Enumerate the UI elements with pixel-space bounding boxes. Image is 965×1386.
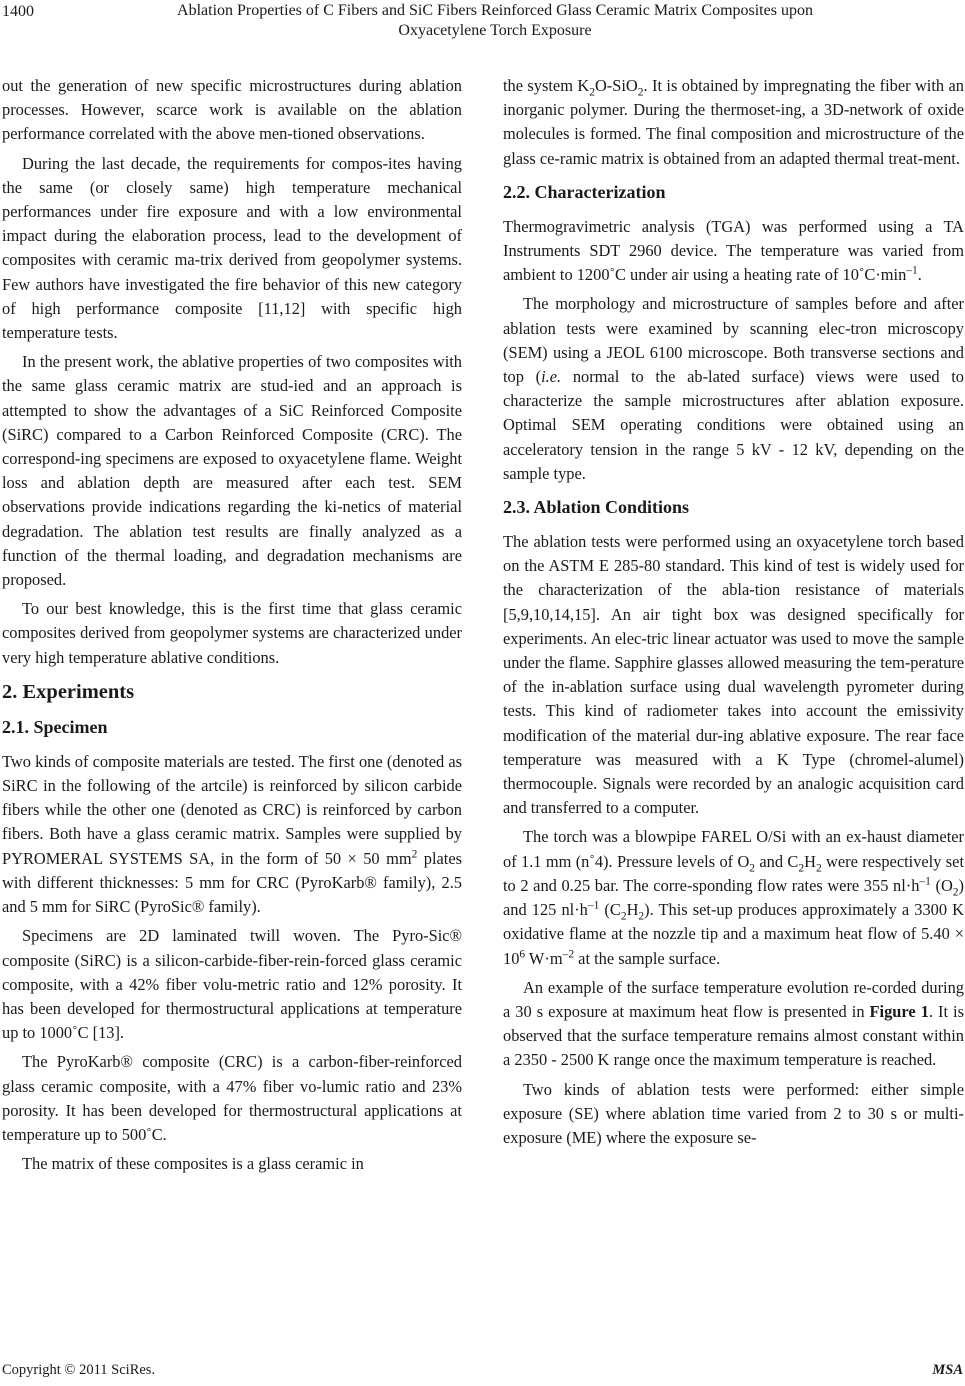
paragraph: To our best knowledge, this is the first time that glass ceramic composites derived from geopolymer systems are characterized under very high temperature ablative conditions.: [2, 599, 462, 667]
paragraph: In the present work, the ablative properties of two composites with the same glass ceramic matrix are stud-ied and an approach is attempted to show the advantages of a SiC Reinforced Composite (SiRC) compared to a Carbon Reinforced Composite (CRC). The correspond-ing specimens are exposed to oxyacetylene flame. Weight loss and ablation depth are measured after each test. SEM observations provide indications regarding the ki-netics of material degradation. The ablation test results are finally analyzed as a function of the thermal loading, and degradation mechanisms are proposed.: [2, 352, 462, 590]
page-footer: [0, 1358, 965, 1382]
paragraph: The torch was a blowpipe FAREL O/Si with an ex-haust diameter of 1.1 mm (n˚4). Pressure levels of $O_2$ and $C_2H_2$ were respectively set to 2 and 0.25 bar. The corre-sponding flow rates were 355 $nl\cdot h^{-1}$ $(O_2)$ and 125 $nl\cdot h^{-1}$ $(C_2H_2)$. This set-up produces approximately a 3300 K oxidative flame at the nozzle tip and a maximum heat flow of $5.40 \times 10^6$ $W\cdot m^{-2}$ at the sample surface.: [503, 827, 965, 968]
paragraph: The ablation tests were performed using an oxyacetylene torch based on the ASTM E 285-80 standard. This kind of test is widely used for the characterization of the abla-tion resistance of materials [5,9,10,14,15]. An air tight box was designed specifically for experiments. An elec-tric linear actuator was used to move the sample under the flame. Sapphire glasses allowed measuring the tem-perature of the in-ablation surface using dual wavelength pyrometer during tests. This kind of radiometer takes into account the emissivity modification of the material dur-ing ablative exposure. The rear face temperature was measured with a K Type (chromel-alumel) thermocouple. Signals were recorded by an analogic acquisition card and transferred to a computer.: [503, 532, 964, 818]
section-heading-experiments: 2. Experiments: [2, 680, 135, 703]
subsection-heading-characterization: 2.2. Characterization: [503, 181, 666, 202]
journal-abbreviation: MSA: [932, 1362, 963, 1378]
subsection-heading-ablation-conditions: 2.3. Ablation Conditions: [503, 497, 690, 518]
paragraph: The matrix of these composites is a glass ceramic in: [22, 1154, 364, 1174]
paragraph: Two kinds of ablation tests were performed: either simple exposure (SE) where ablation time varied from 2 to 30 s or multi-exposure (ME) where the exposure se-: [503, 1079, 964, 1147]
copyright-notice: Copyright © 2011 SciRes.: [2, 1362, 156, 1378]
subsection-heading-specimen: 2.1. Specimen: [2, 716, 108, 737]
right-column: [503, 74, 964, 1150]
figure-reference-link[interactable]: Figure 1: [869, 1001, 929, 1021]
paragraph: During the last decade, the requirements for compos-ites having the same (or closely same) high temperature mechanical performances under fire exposure and with a low environmental impact during the elaboration process, lead to the development of composites with ceramic ma-trix derived from geopolymer systems. Few authors have investigated the fire behavior of this new category of high performance composite [11,12] with specific high temperature tests.: [2, 153, 462, 343]
paragraph: Specimens are 2D laminated twill woven. The Pyro-Sic® composite (SiRC) is a silicon-carbide-fiber-rein-forced glass ceramic composite, with a 42% fiber volu-metric ratio and 12% porosity. It has been developed for thermostructural applications at temperature up to 1000˚C [13].: [2, 926, 462, 1043]
paragraph: The PyroKarb® composite (CRC) is a carbon-fiber-reinforced glass ceramic composite, with a 47% fiber vo-lumic ratio and 23% porosity. It has been developed for thermostructural applications at temperature up to 500˚C.: [2, 1052, 462, 1144]
paragraph: Two kinds of composite materials are tested. The first one (denoted as SiRC in the following of the artcile) is reinforced by silicon carbide fibers while the other one (denoted as CRC) is reinforced by carbon fibers. Both have a glass ceramic matrix. Samples were supplied by PYROMERAL SYSTEMS SA, in the form of 50 × 50 $mm^2$ plates with different thicknesses: 5 mm for CRC (PyroKarb® family), 2.5 and 5 mm for SiRC (PyroSic® family).: [2, 751, 462, 917]
paragraph: out the generation of new specific microstructures during ablation processes. However, scarce work is available on the ablation performance correlated with the above men-tioned observations.: [2, 76, 462, 144]
left-column: [2, 74, 462, 1176]
page-header: [0, 0, 965, 52]
paragraph: Thermogravimetric analysis (TGA) was performed using a TA Instruments SDT 2960 device. The temperature was varied from ambient to 1200˚C under air using a heating rate of $10˚C\cdot\min^{-1}$.: [503, 216, 964, 285]
paragraph: An example of the surface temperature evolution re-corded during a 30 s exposure at maximum heat flow is presented in Figure 1. It is observed that the surface temperature remains almost constant within a 2350 - 2500 K range once the maximum temperature is reached.: [503, 977, 964, 1070]
paragraph: The morphology and microstructure of samples before and after ablation tests were examined by scanning elec-tron microscopy (SEM) using a JEOL 6100 microscope. Both transverse sections and top (i.e. normal to the ab-lated surface) views were used to characterize the sample microstructures after ablation exposure. Optimal SEM operating conditions were obtained using an acceleratory tension in the range 5 kV - 12 kV, depending on the sample type.: [503, 294, 964, 483]
running-title-line2: Oxyacetylene Torch Exposure: [398, 22, 592, 39]
page-number: 1400: [2, 3, 34, 20]
running-title-line1: Ablation Properties of C Fibers and SiC Fibers Reinforced Glass Ceramic Matrix Composites upon: [177, 2, 813, 19]
paragraph: the system $K_2O-SiO_2$. It is obtained by impregnating the fiber with an inorganic polymer. During the thermoset-ing, a 3D-network of oxide molecules is formed. The final composition and microstructure of the glass ce-ramic matrix is obtained from an adapted thermal treat-ment.: [503, 76, 964, 168]
